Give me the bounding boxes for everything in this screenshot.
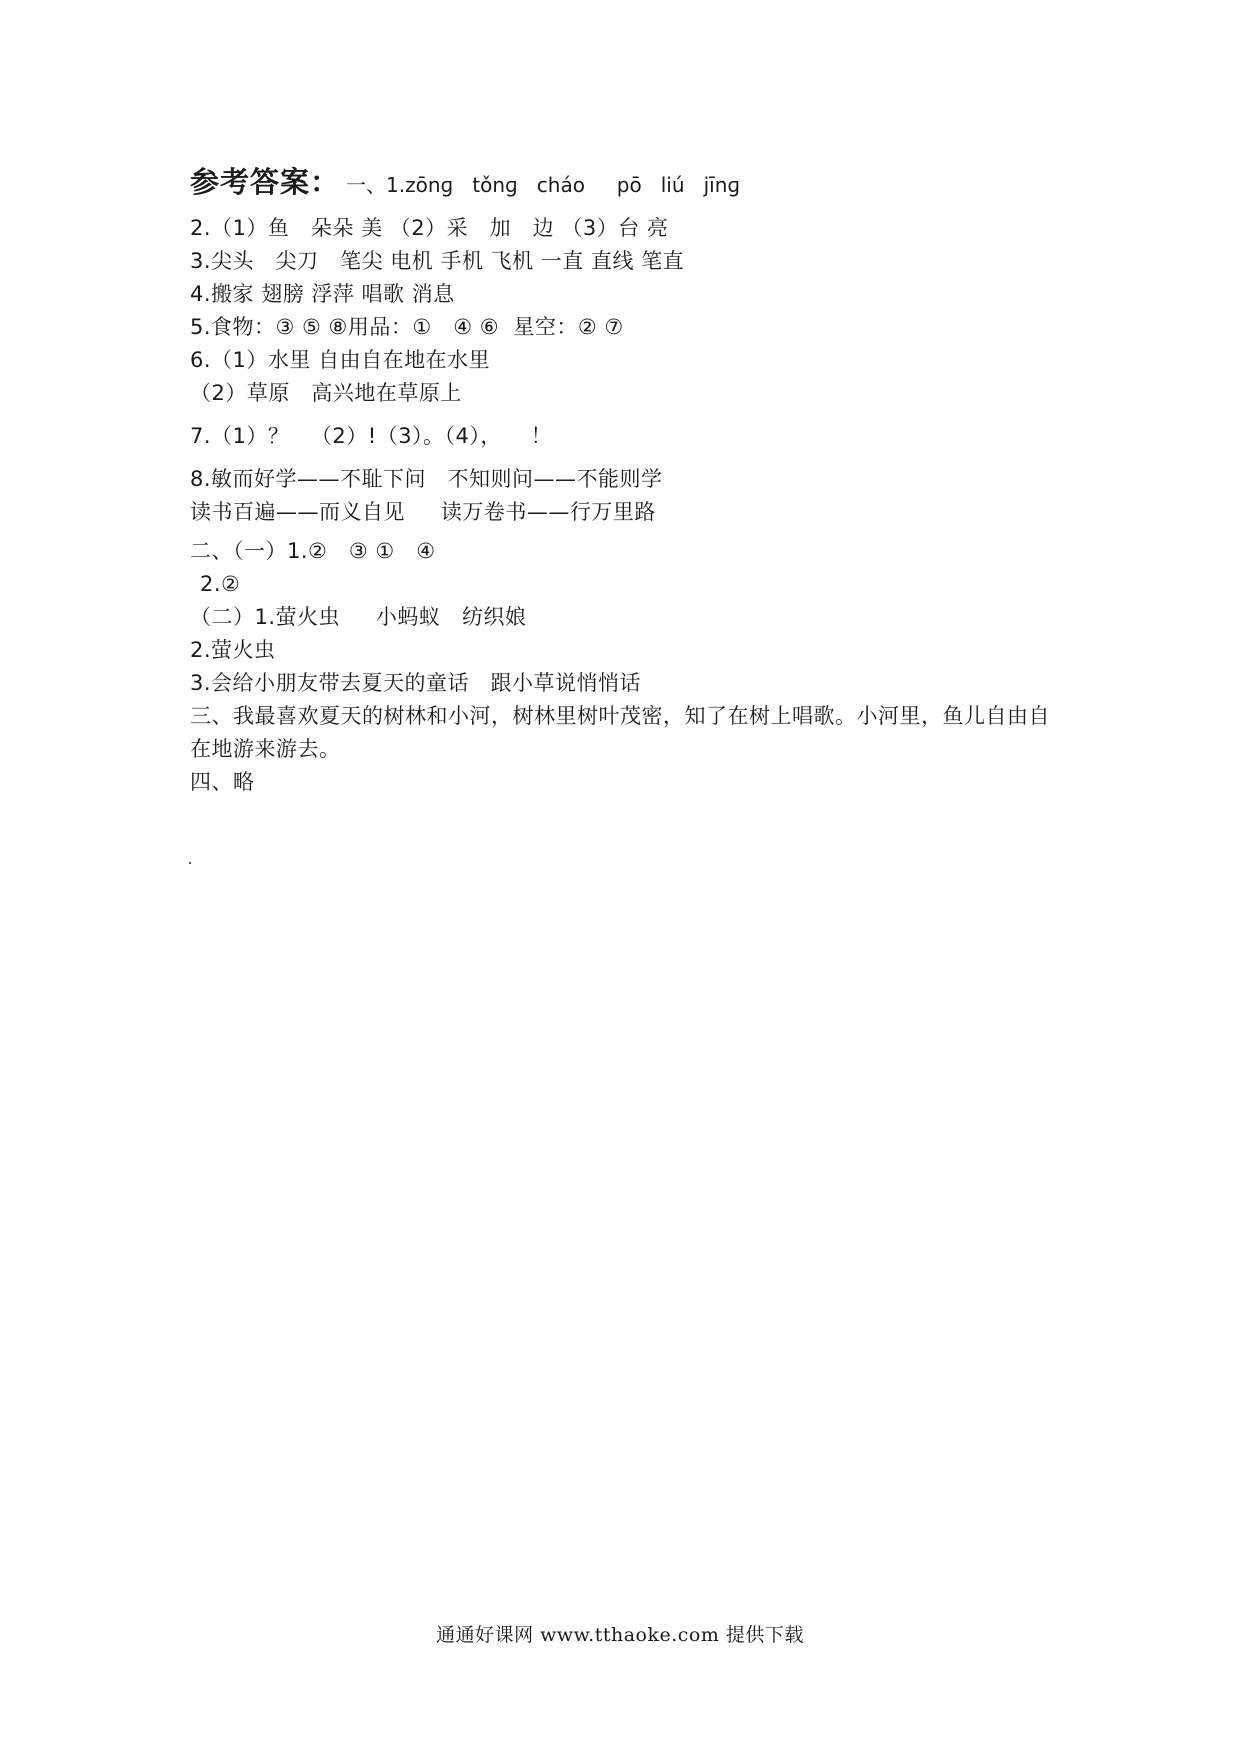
answer-line-8: 7.（1）？ （2）!（3）。（4）， ！ xyxy=(190,424,553,448)
answer-line-17: 四、略 xyxy=(190,770,255,794)
answer-line-14: 2.萤火虫 xyxy=(190,638,276,662)
answer-key xyxy=(190,160,1090,799)
answer-line-15: 3.会给小朋友带去夏天的童话 跟小草说悄悄话 xyxy=(190,671,642,695)
answer-line-3: 3.尖头 尖刀 笔尖 电机 手机 飞机 一直 直线 笔直 xyxy=(190,249,685,273)
answer-line-7: （2）草原 高兴地在草原上 xyxy=(190,381,462,405)
answer-line-5: 5.食物：③ ⑤ ⑧用品：① ④ ⑥ 星空：② ⑦ xyxy=(190,315,624,339)
answer-line-2: 2.（1）鱼 朵朵 美 （2）采 加 边 （3）台 亮 xyxy=(190,216,669,240)
answer-header xyxy=(190,160,1090,206)
answer-line-9: 8.敏而好学——不耻下问 不知则问——不能则学 xyxy=(190,467,663,491)
answer-line-12: 2.② xyxy=(200,572,241,596)
answer-line-11: 二、（一）1.② ③ ① ④ xyxy=(190,539,436,563)
answer-paragraph-3: 三、我最喜欢夏天的树林和小河，树林里树叶茂密，知了在树上唱歌。小河里，鱼儿自由自在地游来游去。 xyxy=(190,704,1050,761)
stray-dot xyxy=(189,862,191,864)
footer-watermark: 通通好课网 www.tthaoke.com 提供下载 xyxy=(436,1624,804,1646)
answer-line-6: 6.（1）水里 自由自在地在水里 xyxy=(190,348,491,372)
page-title: 参考答案： xyxy=(190,165,341,199)
answer-line-4: 4.搬家 翅膀 浮萍 唱歌 消息 xyxy=(190,282,455,306)
answer-line-1: 一、1.zōnɡ tǒnɡ cháo pō liú jīnɡ xyxy=(346,173,741,197)
answer-line-10: 读书百遍——而义自见 读万卷书——行万里路 xyxy=(190,500,656,524)
answer-line-13: （二）1.萤火虫 小蚂蚁 纺织娘 xyxy=(190,605,527,629)
